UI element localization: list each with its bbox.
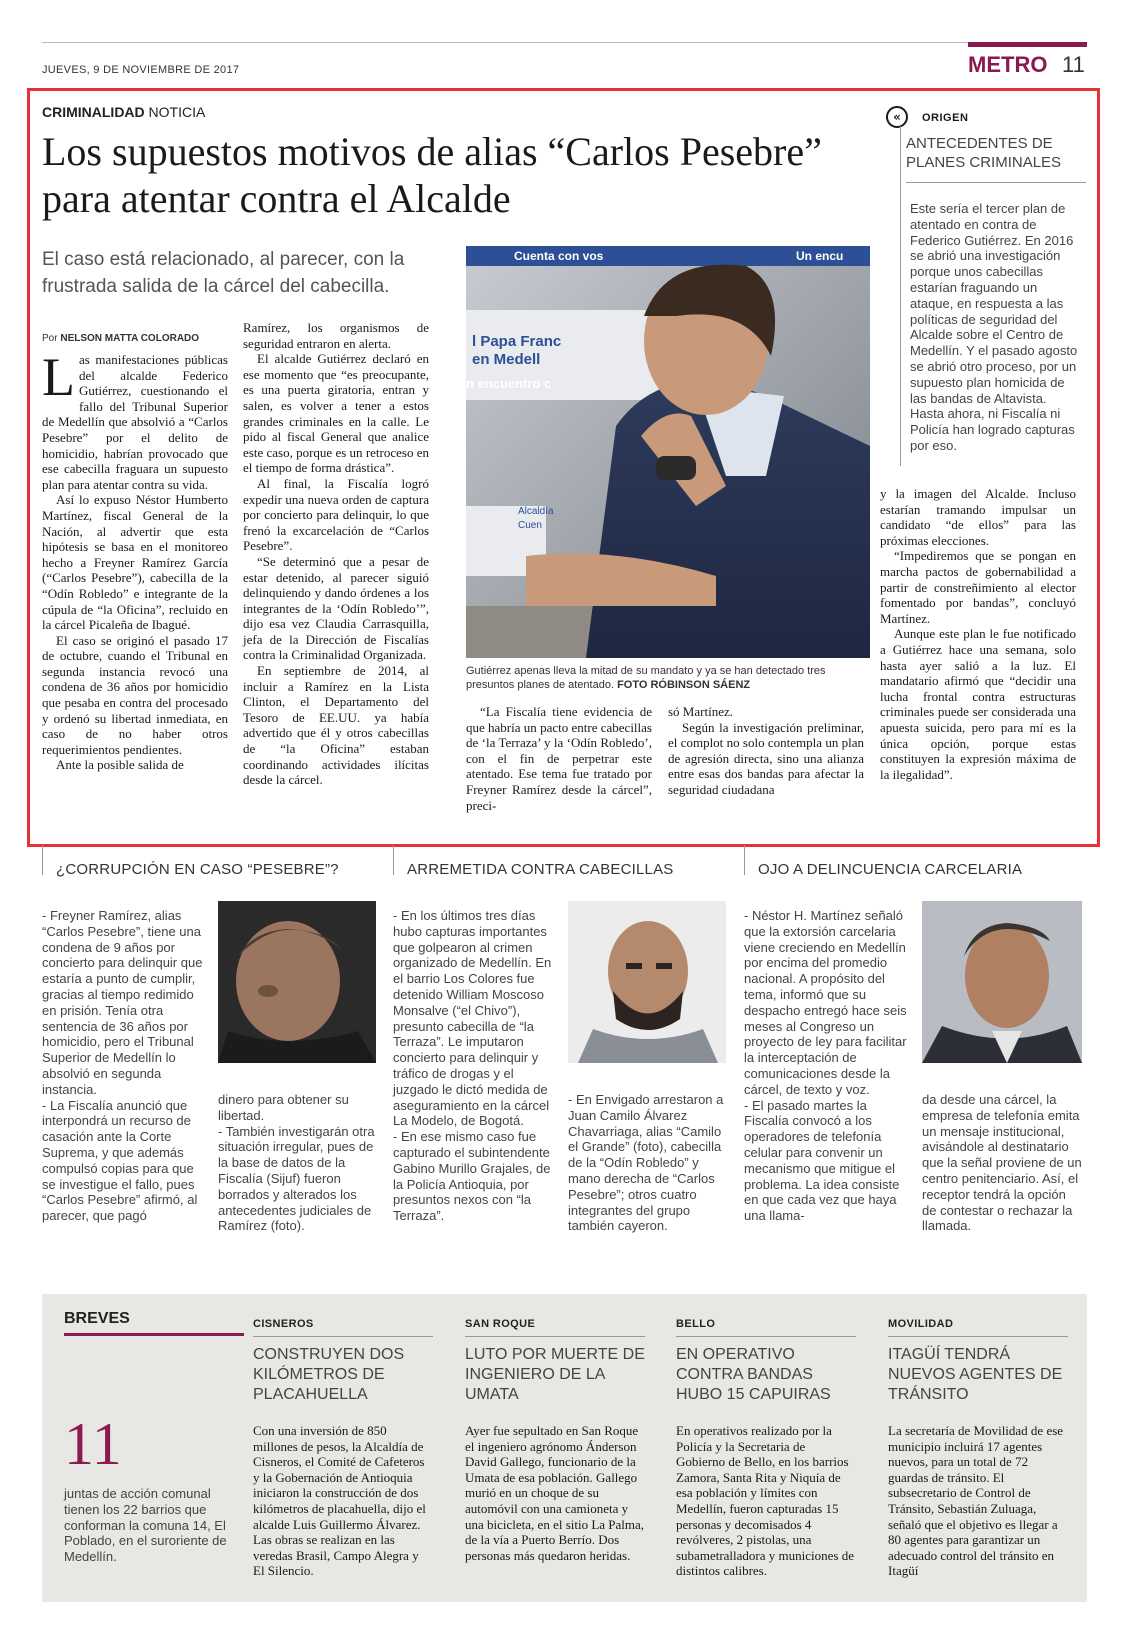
- paragraph: “La Fiscalía tiene evidencia de que habría un pacto entre cabecillas de ‘la Terraza’ y la ‘Odín Robledo’, con el fin de perpetrar este atentado. Ese tema fue tratado por Freyner Ramírez desde la cárcel”, preci-: [466, 704, 652, 813]
- martinez-photo: [922, 901, 1082, 1063]
- kicker-category: CRIMINALIDAD: [42, 104, 145, 120]
- box-divider: [42, 845, 43, 875]
- brief-rule: [888, 1336, 1068, 1337]
- paragraph: y la imagen del Alcalde. Incluso estarían tramando impulsar un candidato “de ellos” para las próximas elecciones.: [880, 486, 1076, 548]
- pesebre-photo: [218, 901, 376, 1063]
- article-column-2: [243, 320, 429, 788]
- sidebar-body: Este sería el tercer plan de atentado en contra de Federico Gutiérrez. En 2016 se abrió una investigación porque unos cabecillas estarían fraguando un ataque, en respuesta a las políticas de seguridad del Alcalde sobre el Centro de Medellín. Y el pasado agosto se abrió otro proceso, por un supuesto plan homicida de las bandas de Altavista. Hasta ahora, ni Fiscalía ni Policía han logrado capturas por eso.: [910, 201, 1078, 453]
- paragraph: El alcalde Gutiérrez declaró en ese momento que “es preocupante, es una puerta giratoria, entran y salen, es volver a tener a estos grandes criminales en la calle. Le pido al fiscal General que analice este caso, porque es un retroceso en el tiempo de forma drástica”.: [243, 351, 429, 476]
- box-text: - En los últimos tres días hubo capturas importantes que golpearon al crimen organizado de Medellín. En el barrio Los Colores fue detenido William Moscoso Monsalve (“el Chivo”), presunto cabecilla de “la Terraza”. Le imputaron concierto para delinquir y tráfico de drogas y el juzgado le dictó medida de aseguramiento en la cárcel La Modelo, de Bogotá. - En ese mismo caso fue capturado el subintendente Gabino Murillo Grajales, de la Policía Antioquia, por presuntos nexos con “la Terraza”.: [393, 908, 552, 1224]
- camilo-photo: [568, 901, 726, 1063]
- brief-title: EN OPERATIVO CONTRA BANDAS HUBO 15 CAPUIRAS: [676, 1346, 831, 1403]
- photo-sign-text: Alcaldía: [518, 506, 554, 517]
- byline: [42, 333, 199, 344]
- drop-cap: L: [42, 347, 75, 407]
- article-dek: El caso está relacionado, al parecer, con la frustrada salida de la cárcel del cabecilla.: [42, 249, 405, 297]
- martinez-photo-art: [922, 901, 1082, 1063]
- brief-tag: BELLO: [676, 1318, 716, 1330]
- brief-tag: SAN ROQUE: [465, 1318, 536, 1330]
- brief-rule: [253, 1336, 433, 1337]
- paragraph: Según la investigación preliminar, el complot no solo contempla un plan de agresión directa, sino una alianza entre esas dos bandas para afectar la seguridad ciudadana: [668, 719, 864, 797]
- alcalde-photo-art: [466, 246, 870, 658]
- photo-sign-text: Un encu: [796, 249, 844, 263]
- camilo-photo-art: [568, 901, 726, 1063]
- sidebar-rule: [906, 182, 1086, 183]
- photo-sign-text: n encuentro c: [466, 376, 552, 391]
- box-divider: [744, 845, 745, 875]
- paragraph: “Impediremos que se pongan en marcha pactos de gobernabilidad a partir de constreñimiento al elector fomentado por bandas”, concluyó Martínez.: [880, 548, 1076, 626]
- box-title: ARREMETIDA CONTRA CABECILLAS: [407, 861, 674, 878]
- article-column-1: [42, 347, 228, 773]
- paragraph: En septiembre de 2014, al incluir a Ramírez en la Lista Clinton, el Departamento del Tesoro de EE.UU. ya había advertido que él y otros cabecillas de “la Oficina” estaban coordinando actividades ilícitas desde la cárcel.: [243, 663, 429, 788]
- double-chevron-left-icon: «: [886, 106, 908, 128]
- photo-sign-text: en Medell: [472, 351, 541, 368]
- sidebar-title: ANTECEDENTES DE PLANES CRIMINALES: [906, 135, 1062, 171]
- brief-rule: [465, 1336, 645, 1337]
- brief-tag: CISNEROS: [253, 1318, 314, 1330]
- sidebar-divider: [900, 126, 901, 466]
- box-title: ¿CORRUPCIÓN EN CASO “PESEBRE”?: [56, 861, 339, 878]
- breves-number-text: juntas de acción comunal tienen los 22 barrios que conforman la comuna 14, El Poblado, en el suroriente de Medellín.: [64, 1486, 227, 1565]
- brief-item: [888, 1318, 1068, 1579]
- brief-item: [465, 1318, 645, 1563]
- breves-big-number: 11: [64, 1411, 122, 1477]
- page-number: 11: [1062, 52, 1085, 77]
- alcalde-photo: [466, 246, 870, 658]
- box-divider: [393, 845, 394, 875]
- brief-tag: MOVILIDAD: [888, 1318, 954, 1330]
- breves-label: BREVES: [64, 1310, 130, 1327]
- box-title: OJO A DELINCUENCIA CARCELARIA: [758, 861, 1023, 878]
- brief-item: [253, 1318, 433, 1579]
- paragraph: El caso se originó el pasado 17 de octubre, cuando el Tribunal en segunda instancia revocó una condena de 36 años por homicidio que pesaba en contra del procesado y ordenó su libertad inmediata, en caso de no haber otros requerimientos pendientes.: [42, 632, 228, 757]
- box-text: - Néstor H. Martínez señaló que la extorsión carcelaria viene creciendo en Medellín por encima del promedio nacional. A propósito del tema, informó que su despacho entregó hace seis meses al Congreso un proyecto de ley para facilitar la interceptación de comunicaciones desde la cárcel, de texto y voz. - El pasado martes la Fiscalía convocó a los operadores de telefonía celular para convenir un mecanismo que mitigue el problema. La idea consiste en que cada vez que haya una llama-: [744, 908, 907, 1224]
- section-name: METRO: [968, 52, 1048, 77]
- box-text: da desde una cárcel, la empresa de telefonía emita un mensaje institucional, avisándole al destinatario que la señal proviene de un centro penitenciario. Así, el receptor tendrá la opción de contestar o rechazar la llamada.: [922, 1092, 1082, 1234]
- paragraph: Aunque este plan le fue notificado a Gutiérrez hace una semana, solo hasta ayer salió a la luz. El mandatario afirmó que “decidir una lucha frontal contra estructuras criminales puede ser considerada una apuesta suicida, pero para mí es la única opción, porque estas constituyen la expresión máxima de la ilegalidad”.: [880, 626, 1076, 782]
- paragraph: Ante la posible salida de: [56, 757, 184, 773]
- brief-body: La secretaría de Movilidad de ese municipio incluirá 17 agentes nuevos, para un total de 72 guardas de tránsito. El subsecretario de Control de Tránsito, Sebastián Zuluaga, señaló que el objetivo es llegar a 80 agentes para garantizar un adecuado control del tránsito en Itagüí: [888, 1423, 1064, 1579]
- brief-title: ITAGÜÍ TENDRÁ NUEVOS AGENTES DE TRÁNSITO: [888, 1346, 1063, 1403]
- box-text: - En Envigado arrestaron a Juan Camilo Álvarez Chavarriaga, alias “Camilo el Grande” (foto), cabecilla de la “Odín Robledo” y mano derecha de “Carlos Pesebre”; otros cuatro integrantes del grupo también cayeron.: [568, 1092, 724, 1234]
- paragraph: as manifestaciones públicas del alcalde Federico Gutiérrez, cuestionando el fallo del Tribunal Superior de Medellín que absolvió a “Carlos Pesebre” por el delito de homicidio, habrían provocado que ese cabecilla fraguara un supuesto plan para atentar contra su vida.: [42, 352, 228, 492]
- photo-credit: RÓBINSON SÁENZ: [650, 679, 751, 691]
- caption-text: Gutiérrez apenas lleva la mitad de su mandato y ya se han detectado tres presuntos planes de atentado.: [466, 665, 826, 691]
- caption-credit-label: FOTO: [617, 679, 651, 691]
- brief-body: En operativos realizado por la Policía y la Secretaria de Gobierno de Bello, en los barrios Zamora, Santa Rita y Niquía de esa población y límites con Medellín, fueron capturadas 15 personas y decomisados 4 revólveres, 2 pistolas, una subametralladora y municiones de distintos calibres.: [676, 1423, 854, 1579]
- paragraph: Ramírez, los organismos de seguridad entraron en alerta.: [243, 320, 429, 351]
- top-rule: [42, 42, 1087, 43]
- photo-sign-text: Cuenta con vos: [514, 249, 604, 263]
- article-column-4: [668, 704, 864, 798]
- paragraph: Al final, la Fiscalía logró expedir una nueva orden de captura por concierto para delinquir, lo que frenó la excarcelación de “Carlos Pesebre”.: [243, 475, 429, 554]
- box-text: - Freyner Ramírez, alias “Carlos Pesebre”, tiene una condena de 9 años por concierto para delinquir que estaría a punto de cumplir, gracias al tiempo redimido en prisión. Tenía otra sentencia de 36 años por homicidio, pero el Tribunal Superior de Medellín lo absolvió en segunda instancia. - La Fiscalía anunció que interpondrá un recurso de casación ante la Corte Suprema, y que además compulsó copias para que se investigue el fallo, pues “Carlos Pesebre” afirmó, al parecer, que pagó: [42, 908, 203, 1224]
- brief-rule: [676, 1336, 856, 1337]
- article-column-5: [880, 486, 1076, 782]
- pesebre-photo-art: [218, 901, 376, 1063]
- photo-caption: [466, 664, 870, 692]
- photo-sign-text: Cuen: [518, 520, 542, 531]
- brief-item: [676, 1318, 856, 1579]
- paragraph: só Martínez.: [668, 704, 733, 719]
- issue-date: JUEVES, 9 DE NOVIEMBRE DE 2017: [42, 64, 240, 76]
- brief-title: LUTO POR MUERTE DE INGENIERO DE LA UMATA: [465, 1346, 645, 1403]
- paragraph: Así lo expuso Néstor Humberto Martínez, fiscal General de la Nación, al advertir que esta hipótesis se basa en el monitoreo hecho a Freyner Ramírez García (“Carlos Pesebre”), cabecilla de la “Odín Robledo” e integrante de la cúpula de “la Oficina”, recluido en la cárcel Picaleña de Ibagué.: [42, 492, 228, 633]
- byline-prefix: Por: [42, 333, 61, 344]
- photo-sign-text: l Papa Franc: [472, 333, 562, 350]
- sidebar-label: ORIGEN: [922, 112, 969, 124]
- breves-rule: [64, 1333, 244, 1336]
- brief-body: Con una inversión de 850 millones de pesos, la Alcaldía de Cisneros, el Comité de Cafeteros y la Gobernación de Antioquia iniciaron la construcción de dos kilómetros de placahuella, dijo el alcalde Luis Guillermo Álvarez. Las obras se realizan en las veredas Brasil, Campo Alegra y El Silencio.: [253, 1423, 426, 1579]
- article-kicker: [42, 104, 205, 120]
- paragraph: “Se determinó que a pesar de estar detenido, al parecer siguió delinquiendo y dando órdenes a los integrantes de la ‘Odín Robledo’”, dijo esa vez Claudia Carrasquilla, jefa de la Dirección de Fiscalías contra la Criminalidad Organizada.: [243, 553, 429, 663]
- article-column-3: [466, 704, 652, 813]
- section-accent-bar: [968, 42, 1087, 47]
- brief-body: Ayer fue sepultado en San Roque el ingeniero agrónomo Ánderson David Gallego, funcionario de la Umata de esa población. Gallego murió en un choque de su automóvil con una camioneta y una bicicleta, en el sitio La Palma, de la vía a Puerto Berrío. Dos personas más quedaron heridas.: [465, 1423, 645, 1563]
- kicker-type: NOTICIA: [144, 104, 206, 120]
- article-headline: Los supuestos motivos de alias “Carlos Pesebre” para atentar contra el Alcalde: [42, 129, 822, 221]
- byline-author: NELSON MATTA COLORADO: [60, 333, 200, 344]
- box-text: dinero para obtener su libertad. - También investigarán otra situación irregular, pues de la base de datos de la Fiscalía (Sijuf) fueron borrados y alterados los antecedentes judiciales de Ramírez (foto).: [218, 1092, 375, 1234]
- brief-title: CONSTRUYEN DOS KILÓMETROS DE PLACAHUELLA: [253, 1346, 405, 1403]
